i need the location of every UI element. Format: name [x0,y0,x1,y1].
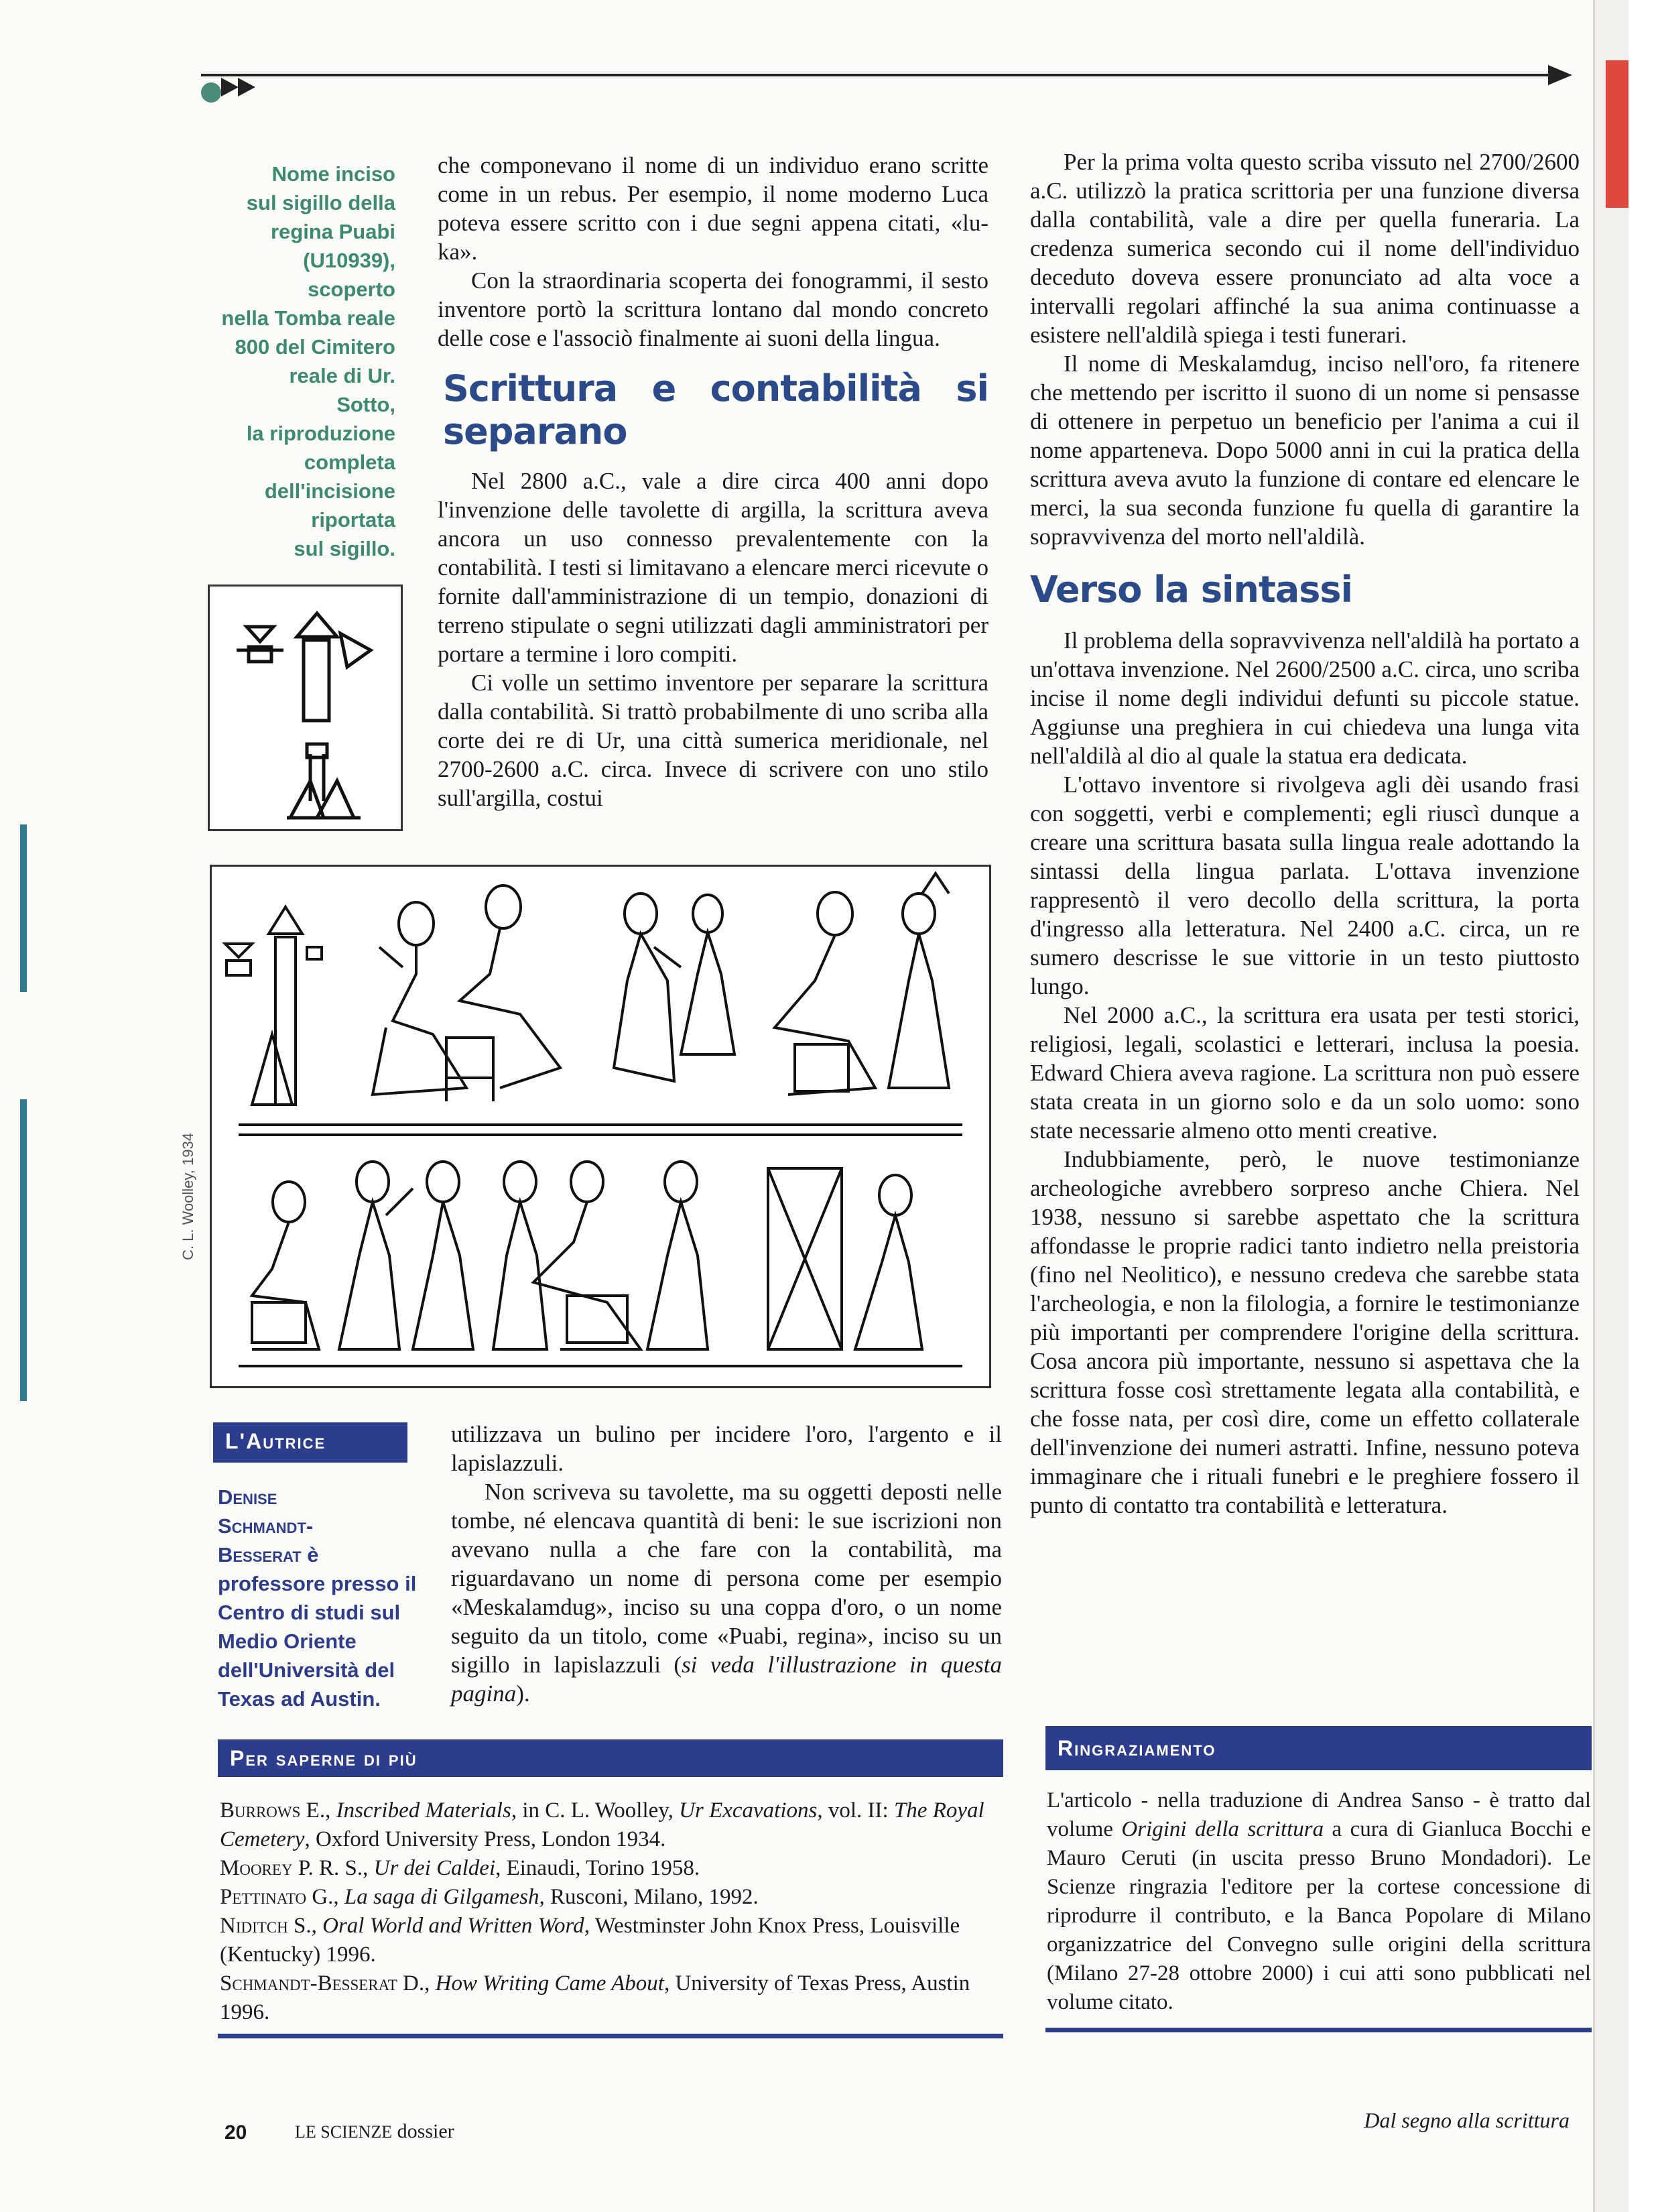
entry-title: Ur Excavations [679,1798,818,1823]
figure-group-lower [252,1162,922,1349]
red-section-tab [1606,60,1628,208]
magazine-title: LE SCIENZE [295,2122,393,2142]
entry-title: Inscribed Materials [336,1798,511,1823]
figure-group-upper [373,873,949,1101]
paragraph: che componevano il nome di un individuo erano scritte come in un rebus. Per esempio, il nome moderno Luca poteva essere scritto con i due segni appena citati, «lu-ka». [438,152,988,265]
magazine-suffix: dossier [397,2120,454,2142]
caption-line: nella Tomba reale [221,306,395,330]
entry-title: How Writing Came About [435,1971,664,1995]
seal-impression-illustration [210,865,991,1388]
box-title: L'Autrice [225,1429,326,1453]
paragraph: Il problema della sopravvivenza nell'aldilà ha portato a un'ottava invenzione. Nel 2600/2500 a.C. circa, uno scriba incise il nome degli individui defunti su piccole statue. Aggiunse una preghiera in cui chiedeva una lunga vita nell'aldilà al dio al quale la statua era dedicata. [1030,627,1580,769]
blue-edge-strip [20,1099,27,1401]
entry-text: G., [306,1885,344,1909]
author-name: Denise [218,1485,277,1509]
caption-line: dell'incisione [264,479,395,503]
box-title: Per saperne di più [230,1746,418,1770]
caption-line: completa [304,450,395,474]
bio-text: professore presso il Centro di studi sul Medio Oriente dell'Università del Texas ad Austin. [218,1572,417,1711]
author-name: Besserat [218,1543,302,1566]
entry-author: Schmandt-Besserat [220,1971,397,1995]
bibliography-entry [220,1883,1005,1912]
entry-author: Pettinato [220,1885,307,1909]
green-dot-icon [201,82,221,103]
entry-text: , Westminster John Knox Press, Louisville (Kentucky) 1996. [220,1914,960,1967]
autrice-title-bar [213,1422,407,1463]
cuneiform-signs-drawing [210,587,401,829]
text-run-italic: Origini della scrittura [1121,1817,1324,1841]
paragraph: L'ottavo inventore si rivolgeva agli dèi usando frasi con soggetti, verbi e complementi; egli riuscì dunque a creare una scrittura basata sulla lingua reale adottando la sintassi della lingua parlata. L'ottava invenzione rappresentò il vero decollo della scrittura, la porta d'ingresso alla letteratura. Nel 2400 a.C. circa, un re sumero descrisse le sue vittorie in un testo piuttosto lungo. [1030,772,1580,999]
bibliography-entry [220,1854,1005,1883]
paragraph: Con la straordinaria scoperta dei fonogrammi, il sesto inventore portò la scrittura lontano dal mondo concreto delle cose e l'associò finalmente ai suoni della lingua. [438,267,988,351]
chevron-right-icon [221,78,239,97]
entry-text: , University of Texas Press, Austin 1996. [220,1971,970,2024]
paragraph [451,1477,1002,1708]
box-title: Ringraziamento [1058,1736,1216,1760]
banquet-scene-drawing [212,867,989,1386]
caption-line: scoperto [308,278,395,301]
caption-line: (U10939), [303,249,395,272]
text-run: L'articolo - nella traduzione di Andrea Sanso - è tratto dal volume [1047,1788,1591,1841]
paragraph [1047,1786,1591,2017]
author-name-line [218,1540,419,1569]
ringraziamento-bottom-rule [1045,2028,1592,2032]
author-bio [218,1483,419,1713]
caption-line: sul sigillo della [246,191,395,214]
text-run: Non scriveva su tavolette, ma su oggetti deposti nelle tombe, né elencava quantità di beni: le sue iscrizioni non avevano nulla a che fare con la contabilità, ma riguardavano un nome di persona come per esempio «Meskalamdug», inciso su una coppa d'oro, o un nome seguito da un titolo, come «Puabi, regina», inciso su un sigillo in lapislazzuli ( [451,1479,1002,1678]
text-run-italic: si veda l'illustrazione in questa pagina [451,1652,1003,1707]
section-heading: Scrittura e contabilità si separano [443,367,988,452]
bio-text: è [307,1543,319,1566]
chevron-right-icon [238,78,255,97]
caption-line: Sotto, [336,393,395,416]
entry-text: S., [287,1914,323,1938]
page-number: 20 [225,2122,247,2144]
bibliography-entry [220,1796,1005,1854]
bibliography-entry [220,1912,1005,1969]
seal-caption [201,160,395,563]
paragraph: Nel 2000 a.C., la scrittura era usata per testi storici, religiosi, legali, scolastici e letterari, inclusa la poesia. Edward Chiera aveva ragione. La scrittura non può essere stata creata in un giorno solo e da un solo uomo: sono state necessarie almeno otto menti creative. [1030,1002,1580,1144]
entry-author: Moorey [220,1856,293,1880]
entry-text: , Rusconi, Milano, 1992. [539,1885,759,1909]
bibliography-bottom-rule [218,2034,1003,2038]
paragraph: Nel 2800 a.C., vale a dire circa 400 anni dopo l'invenzione delle tavolette di argilla, la scrittura aveva ancora un uso connesso prevalentemente con la contabilità. I testi si limitavano a elencare merci ricevute o fornite dall'amministrazione di un tempio, donazioni di terreno stipulate o segni utilizzati dagli amministratori per portare a termine i loro compiti. [438,468,988,667]
entry-title: Ur dei Caldei [373,1856,496,1880]
arrow-right-icon [1548,65,1572,85]
seal-name-illustration [208,585,403,831]
top-rule [201,74,1568,76]
blue-edge-strip [20,824,27,992]
bibliography-list [220,1796,1005,2027]
entry-text: , vol. II: [817,1798,894,1823]
text-run: a cura di Gianluca Bocchi e Mauro Ceruti (in uscita presso Bruno Mondadori). Le Scienze ringrazia l'editore per la cortese concessione di riprodurre il contributo, e la Banca Popolare di Milano organizzatrice del Convegno sulle origini della scrittura (Milano 27-28 ottobre 2000) i cui atti sono pubblicati nel volume citato. [1047,1817,1592,2014]
paragraph: Indubbiamente, però, le nuove testimonianze archeologiche avrebbero sorpreso anche Chiera. Nel 1938, nessuno si sarebbe aspettato che la scrittura affondasse le proprie radici tanto indietro nella preistoria (fino nel Neolitico), e nessuno credeva che sarebbe stata l'archeologia, e non la filologia, a fornire le testimonianze più importanti per comprendere l'origine della scrittura. Cosa ancora più importante, nessuno si aspettava che la scrittura fosse così strettamente legata alla contabilità, e che fosse nata, per così dire, come un effetto collaterale dell'invenzione dei numeri astratti. Infine, nessuno poteva immaginare che i rituali funebri e le preghiere fossero il punto di contatto tra contabilità e letteratura. [1030,1146,1580,1518]
author-name: Schmandt- [218,1514,314,1538]
bibliography-entry [220,1969,1005,2027]
paragraph: Il nome di Meskalamdug, inciso nell'oro, fa ritenere che mettendo per iscritto il suono di un nome si pensasse di ottenere in perpetuo un beneficio per l'anima a cui il nome apparteneva. Dopo 5000 anni in cui la pratica della scrittura aveva avuto la funzione di contare ed elencare le merci, la sua seconda funzione fu quella di garantire la sopravvivenza del morto nell'aldilà. [1030,351,1580,550]
caption-line: riportata [311,508,395,532]
caption-line: 800 del Cimitero [235,335,395,359]
entry-title: La saga di Gilgamesh [344,1885,539,1909]
entry-text: , Oxford University Press, London 1934. [304,1827,666,1851]
column-3 [1030,147,1580,1520]
caption-line: sul sigillo. [294,537,395,560]
paragraph: utilizzava un bulino per incidere l'oro, l'argento e il lapislazzuli. [451,1421,1002,1476]
magazine-name [295,2120,454,2143]
caption-line: Nome inciso [271,162,395,186]
entry-author: Burrows [220,1798,301,1823]
page-edge [1593,0,1628,2212]
paragraph: Ci volle un settimo inventore per separare la scrittura dalla contabilità. Si trattò probabilmente di uno scriba alla corte dei re di Ur, una città sumerica meridionale, nel 2700-2600 a.C. circa. Invece di scrivere con uno stilo sull'argilla, costui [438,670,988,811]
section-heading: Verso la sintassi [1030,568,1353,611]
ringraziamento-title-bar [1045,1726,1592,1770]
column-2-top [438,151,988,812]
entry-text: , Einaudi, Torino 1958. [495,1856,700,1880]
paragraph: Per la prima volta questo scriba vissuto nel 2700/2600 a.C. utilizzò la pratica scrittoria per una funzione diversa dalla contabilità, vale a dire per quella funeraria. La credenza sumerica secondo cui il nome dell'individuo deceduto doveva essere pronunciato ad alta voce a intervalli regolari affinché la sua anima continuasse a esistere nell'aldilà spiega i testi funerari. [1030,149,1580,348]
entry-text: D., [397,1971,436,1995]
caption-line: reale di Ur. [289,364,395,387]
entry-text: P. R. S., [292,1856,374,1880]
entry-title: Oral World and Written Word [322,1914,584,1938]
text-run: ). [516,1680,530,1707]
image-credit: C. L. Woolley, 1934 [180,1133,196,1260]
entry-title: The Royal Cemetery [220,1798,984,1851]
column-2-bottom [451,1420,1002,1708]
entry-text: , in C. L. Woolley, [511,1798,680,1823]
ringraziamento-text [1047,1786,1591,2017]
entry-author: Niditch [220,1914,288,1938]
section-title: Dal segno alla scrittura [1364,2108,1570,2132]
per-saperne-title-bar [218,1739,1003,1777]
caption-line: regina Puabi [270,220,395,243]
caption-line: la riproduzione [246,422,395,445]
entry-text: E., [300,1798,336,1823]
